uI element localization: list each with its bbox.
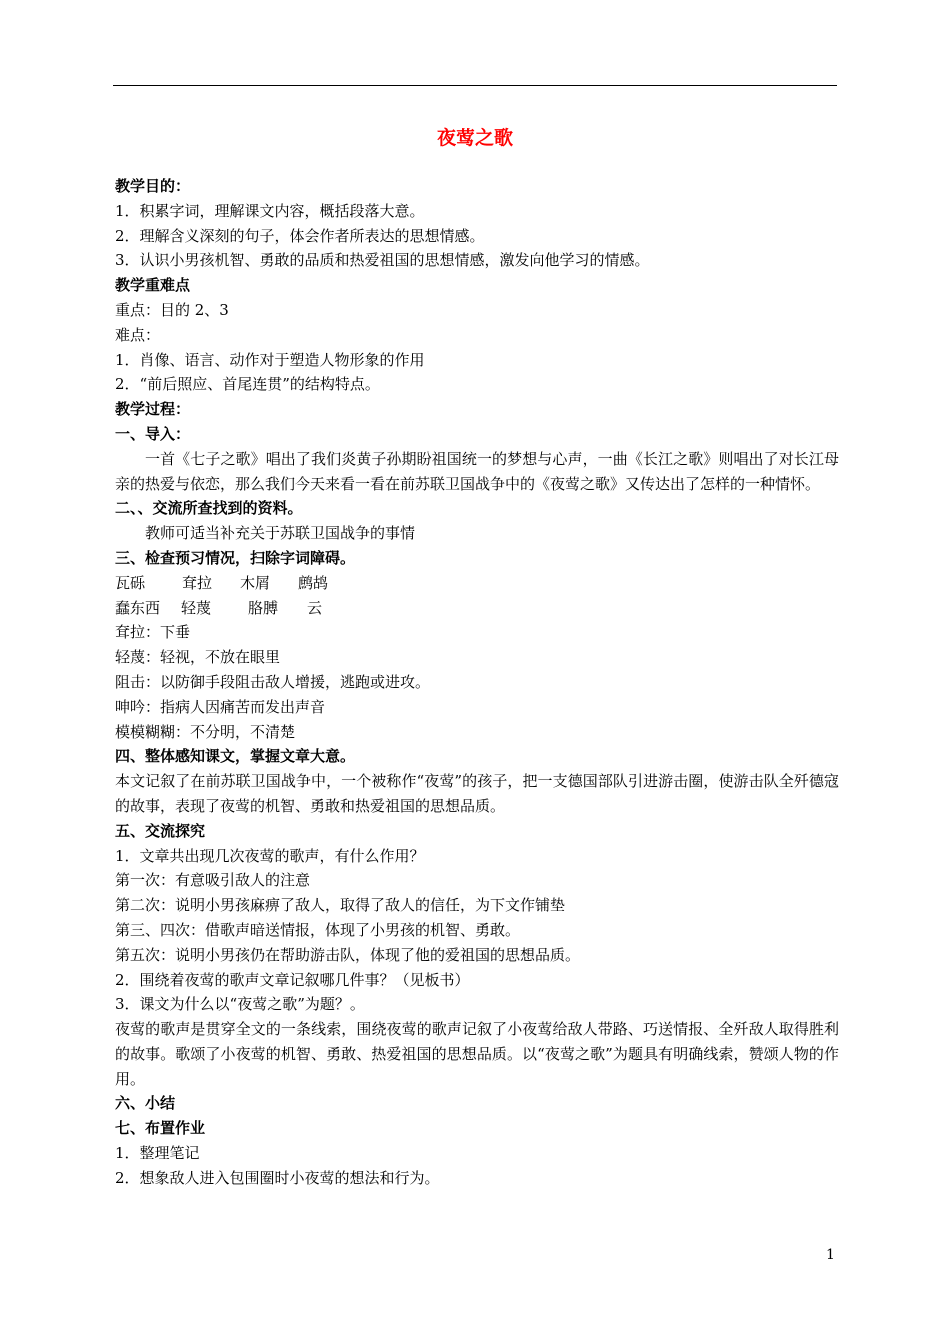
vocab-word: 瓦砾: [115, 573, 146, 592]
difficult-label: 难点：: [115, 325, 161, 344]
vocab-word: 蠢东西: [115, 598, 161, 617]
vocab-word: 轻蔑: [181, 598, 212, 617]
definition: 模模糊糊：不分明，不清楚: [115, 722, 296, 741]
page-title: 夜莺之歌: [436, 127, 513, 149]
definition: 呻吟：指病人因痛苦而发出声音: [115, 697, 326, 716]
page-number: 1: [826, 1247, 835, 1263]
section-heading-materials: 二、、交流所查找到的资料。: [115, 499, 303, 518]
section-heading-overview: 四、整体感知课文，掌握文章大意。: [115, 747, 356, 766]
homework-item: 2．想象敌人进入包围圈时小夜莺的想法和行为。: [115, 1168, 440, 1187]
document-body: [115, 174, 839, 1191]
section-heading-explore: 五、交流探究: [115, 821, 206, 840]
objective-item: 2．理解含义深刻的句子，体会作者所表达的思想情感。: [115, 226, 485, 245]
explore-line: 1．文章共出现几次夜莺的歌声，有什么作用？: [115, 846, 425, 865]
vocab-row: [115, 596, 839, 621]
materials-text: 教师可适当补充关于苏联卫国战争的事情: [145, 524, 416, 543]
vocab-word: 木屑: [240, 573, 271, 592]
vocab-row: [115, 571, 839, 596]
section-heading-summary: 六、小结: [115, 1094, 176, 1113]
vocab-word: 鹧鸪: [298, 573, 329, 592]
difficulty-heading: 教学重难点: [115, 276, 191, 295]
definition: 耷拉：下垂: [115, 623, 191, 642]
explore-line: 2．围绕着夜莺的歌声文章记叙哪几件事？（见板书）: [115, 970, 470, 989]
homework-item: 1．整理笔记: [115, 1144, 200, 1163]
overview-paragraph: 本文记叙了在前苏联卫国战争中，一个被称作“夜莺”的孩子，把一支德国部队引进游击圈，使游击队全歼德寇的故事，表现了夜莺的机智、勇敢和热爱祖国的思想品质。: [115, 772, 839, 815]
explore-paragraph: 夜莺的歌声是贯穿全文的一条线索，围绕夜莺的歌声记叙了小夜莺给敌人带路、巧送情报、全歼敌人取得胜利的故事。歌颂了小夜莺的机智、勇敢、热爱祖国的思想品质。以“夜莺之歌”为题具有明确线索，赞颂人物的作用。: [115, 1020, 839, 1088]
key-point: 重点：目的 2、3: [115, 300, 229, 319]
explore-line: 第三、四次：借歌声暗送情报，体现了小男孩的机智、勇敢。: [115, 920, 521, 939]
section-heading-preview: 三、检查预习情况，扫除字词障碍。: [115, 548, 356, 567]
difficulty-item: 2．“前后照应、首尾连贯”的结构特点。: [115, 375, 380, 394]
header-rule: [113, 85, 837, 86]
section-heading-homework: 七、布置作业: [115, 1119, 206, 1138]
explore-line: 第一次：有意吸引敌人的注意: [115, 871, 311, 890]
definition: 阻击：以防御手段阻击敌人增援，逃跑或进攻。: [115, 672, 431, 691]
explore-line: 第二次：说明小男孩麻痹了敌人，取得了敌人的信任，为下文作铺垫: [115, 896, 566, 915]
vocab-word: 胳膊: [248, 598, 279, 617]
explore-line: 第五次：说明小男孩仍在帮助游击队，体现了他的爱祖国的思想品质。: [115, 945, 581, 964]
vocab-word: 耷拉: [182, 573, 213, 592]
process-heading: 教学过程：: [115, 400, 191, 419]
objectives-heading: 教学目的：: [115, 177, 191, 195]
explore-line: 3．课文为什么以“夜莺之歌”为题？。: [115, 995, 365, 1014]
objective-item: 1．积累字词，理解课文内容，概括段落大意。: [115, 201, 425, 220]
objective-item: 3．认识小男孩机智、勇敢的品质和热爱祖国的思想情感，激发向他学习的情感。: [115, 251, 650, 270]
difficulty-item: 1．肖像、语言、动作对于塑造人物形象的作用: [115, 350, 425, 369]
vocab-word: 云: [307, 598, 323, 617]
definition: 轻蔑：轻视，不放在眼里: [115, 648, 281, 667]
intro-paragraph: 一首《七子之歌》唱出了我们炎黄子孙期盼祖国统一的梦想与心声，一曲《长江之歌》则唱出了对长江母亲的热爱与依恋，那么我们今天来看一看在前苏联卫国战争中的《夜莺之歌》又传达出了怎样的一种情怀。: [115, 449, 839, 493]
section-heading-intro: 一、导入：: [115, 424, 191, 443]
